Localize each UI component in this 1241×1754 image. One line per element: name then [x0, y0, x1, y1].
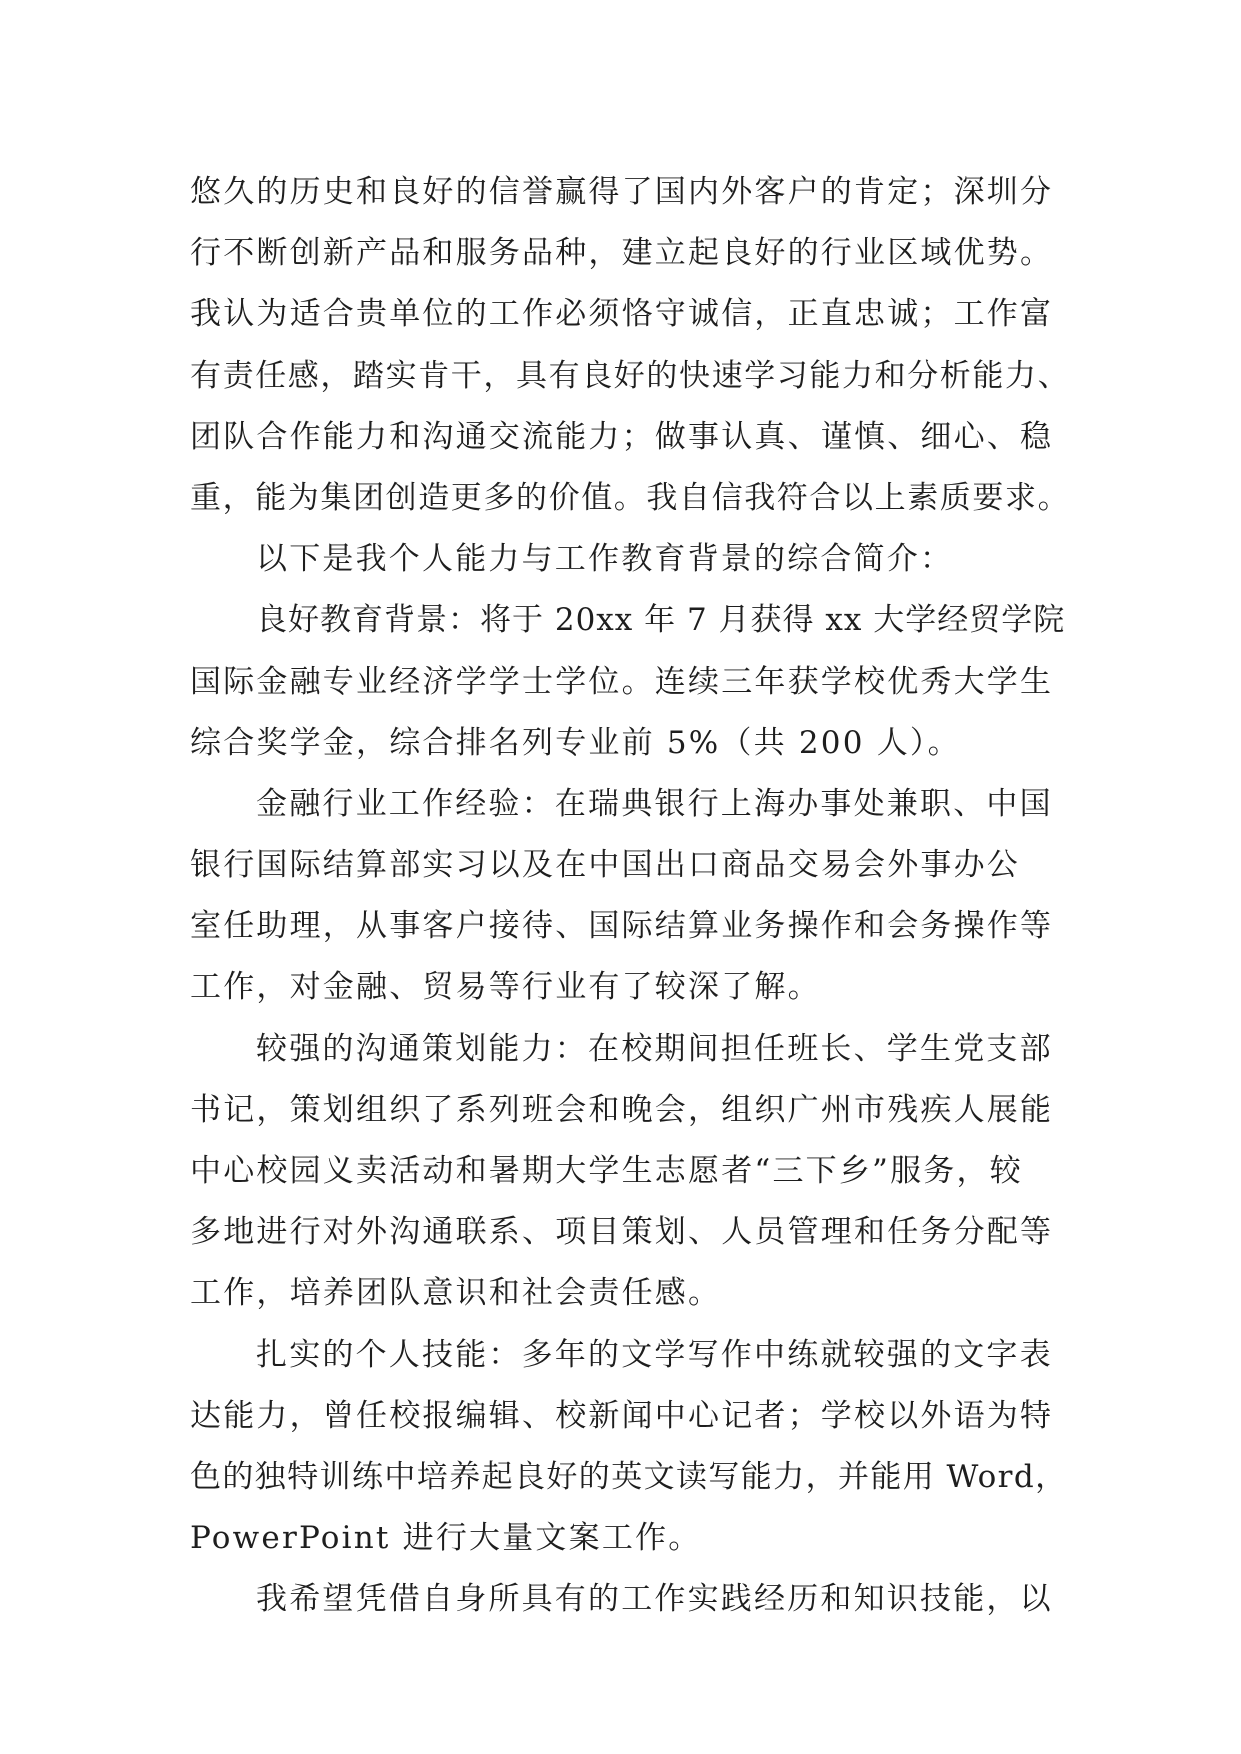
- text-line: 中心校园义卖活动和暑期大学生志愿者“三下乡”服务，较: [190, 1153, 1023, 1189]
- text-line: 色的独特训练中培养起良好的英文读写能力，并能用 Word，: [190, 1458, 1068, 1495]
- text-line: 悠久的历史和良好的信誉赢得了国内外客户的肯定；深圳分: [190, 174, 1054, 210]
- text-line: 国际金融专业经济学学士学位。连续三年获学校优秀大学生: [190, 663, 1054, 700]
- text-line: 多地进行对外沟通联系、项目策划、人员管理和任务分配等: [190, 1214, 1054, 1251]
- paragraph-start-line: 我希望凭借自身所具有的工作实践经历和知识技能，以: [256, 1581, 1053, 1618]
- text-line: 重，能为集团创造更多的价值。我自信我符合以上素质要求。: [190, 479, 1071, 516]
- paragraph-start-line: 金融行业工作经验：在瑞典银行上海办事处兼职、中国: [256, 785, 1053, 822]
- text-line: PowerPoint 进行大量文案工作。: [190, 1520, 702, 1557]
- text-line: 工作，对金融、贸易等行业有了较深了解。: [190, 969, 821, 1006]
- text-line: 工作，培养团队意识和社会责任感。: [190, 1275, 722, 1312]
- text-line: 银行国际结算部实习以及在中国出口商品交易会外事办公: [190, 847, 1020, 884]
- text-line: 我认为适合贵单位的工作必须恪守诚信，正直忠诚；工作富: [190, 296, 1054, 333]
- text-line: 综合奖学金，综合排名列专业前 5%（共 200 人）。: [190, 724, 961, 761]
- paragraph-start-line: 较强的沟通策划能力：在校期间担任班长、学生党支部: [256, 1030, 1053, 1067]
- paragraph-start-line: 以下是我个人能力与工作教育背景的综合简介：: [256, 541, 954, 578]
- text-line: 行不断创新产品和服务品种，建立起良好的行业区域优势。: [190, 235, 1054, 272]
- text-line: 达能力，曾任校报编辑、校新闻中心记者；学校以外语为特: [190, 1397, 1054, 1434]
- text-line: 书记，策划组织了系列班会和晚会，组织广州市残疾人展能: [190, 1091, 1054, 1128]
- text-line: 有责任感，踏实肯干，具有良好的快速学习能力和分析能力、: [190, 357, 1071, 394]
- paragraph-start-line: 扎实的个人技能：多年的文学写作中练就较强的文字表: [256, 1336, 1053, 1373]
- text-line: 室任助理，从事客户接待、国际结算业务操作和会务操作等: [190, 908, 1054, 945]
- paragraph-start-line: 良好教育背景：将于 20xx 年 7 月获得 xx 大学经贸学院: [256, 602, 1066, 639]
- text-line: 团队合作能力和沟通交流能力；做事认真、谨慎、细心、稳: [190, 418, 1054, 455]
- body-text: [190, 162, 1070, 1631]
